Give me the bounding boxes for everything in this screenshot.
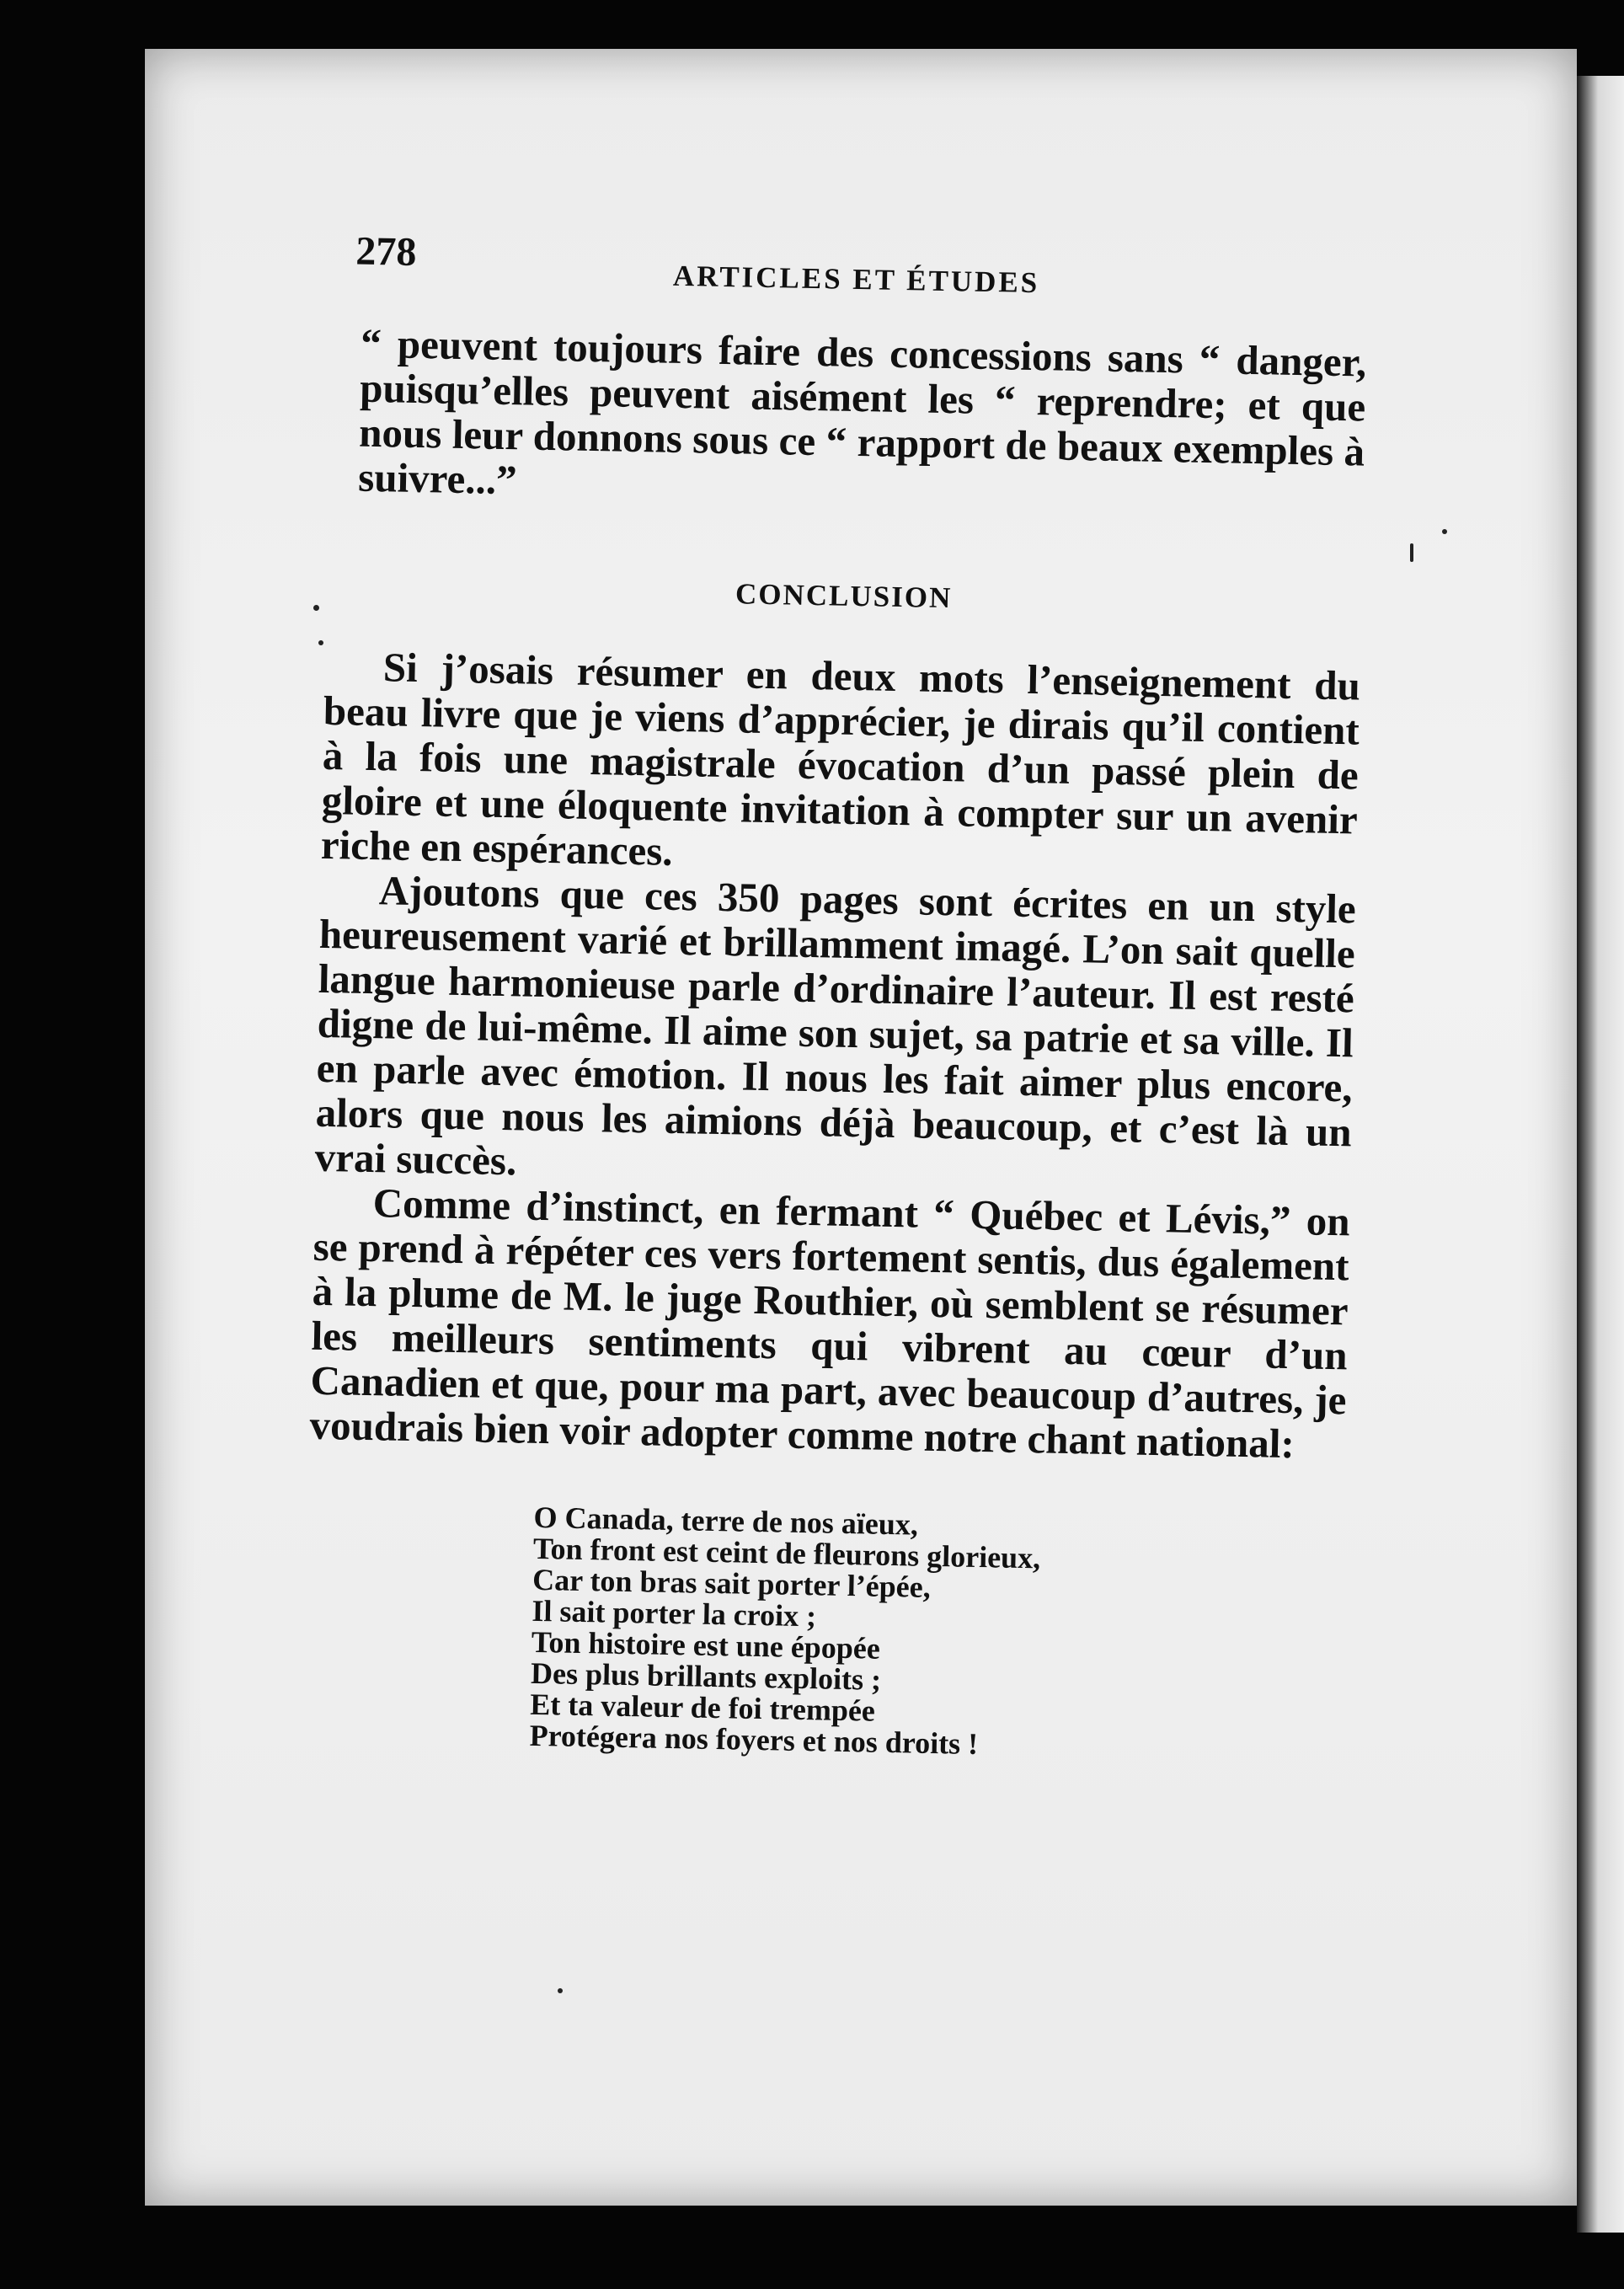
verse-line: Et ta valeur de foi trempée: [530, 1687, 876, 1728]
verse-line: Des plus brillants exploits ;: [530, 1655, 882, 1697]
verse-line: Ton histoire est une épopée: [531, 1624, 881, 1666]
ink-speck: [558, 1988, 563, 1993]
anthem-verse: [529, 1502, 1344, 1767]
ink-speck: [1442, 529, 1447, 534]
running-title: ARTICLES ET ÉTUDES: [672, 259, 1040, 300]
verse-line: Protégera nos foyers et nos droits !: [529, 1718, 979, 1762]
paragraph-1: Si j’osais résumer en deux mots l’enseignement du beau livre que je viens d’apprécier, je dirais qu’il contient à la fois une magistrale évocation d’un passé plein de gloire et une éloquente invitation à compter sur un avenir riche en espérances.: [320, 644, 1361, 874]
verse-line: Ton front est ceint de fleurons glorieux,: [532, 1531, 1041, 1575]
verse-line: Car ton bras sait porter l’épée,: [532, 1562, 932, 1604]
facing-page-edge: [1577, 76, 1624, 2233]
section-heading: CONCLUSION: [735, 577, 953, 615]
verse-line: O Canada, terre de nos aïeux,: [533, 1500, 919, 1542]
page-number: 278: [355, 228, 417, 275]
quote-continuation: “ peuvent toujours faire des concessions sans “ danger, puisqu’elles peuvent aisément les “ reprendre; et que nous leur donnons sous ce “ rapport de beaux exemples à suivre...”: [357, 319, 1367, 504]
verse-line: Il sait porter la croix ;: [532, 1593, 817, 1634]
ink-speck: [318, 640, 323, 645]
paragraph-3: Comme d’instinct, en fermant “ Québec et Lévis,” on se prend à répéter ces vers fortement sentis, dus également à la plume de M. le juge Routhier, où semblent se résumer les meilleurs sentiments qui vibrent au cœur d’un Canadien et que, pour ma part, avec beaucoup d’autres, je voudrais bien voir adopter comme notre chant national:: [309, 1179, 1351, 1468]
ink-speck: [313, 605, 319, 611]
paragraph-2: Ajoutons que ces 350 pages sont écrites en un style heureusement varié et brillamment imagé. L’on sait quelle langue harmonieuse parle d’ordinaire l’auteur. Il est resté digne de lui-même. Il aime son sujet, sa patrie et sa ville. Il en parle avec émotion. Il nous les fait aimer plus encore, alors que nous les aimions déjà beaucoup, et c’est là un vrai succès.: [314, 867, 1357, 1185]
page-text: [303, 227, 1368, 1767]
ink-speck: [1410, 543, 1413, 562]
